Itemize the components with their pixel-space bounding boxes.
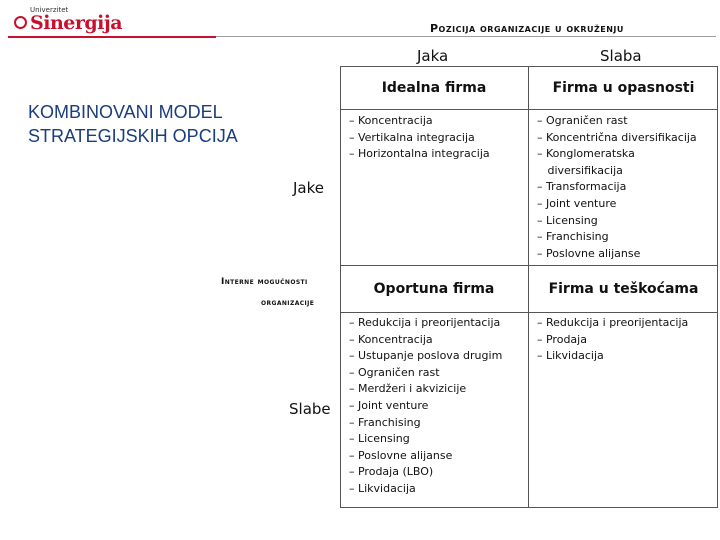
strategy-list-trouble	[537, 315, 688, 365]
top-title-divider	[340, 109, 718, 110]
strategy-item: – Licensing	[537, 213, 598, 227]
row-label-strong: Jake	[293, 179, 324, 197]
strategy-item: – Ograničen rast	[537, 114, 628, 127]
university-logo	[8, 6, 123, 34]
strategy-item: – Likvidacija	[349, 481, 416, 495]
strategy-item: – Konglomeratska	[537, 147, 635, 161]
cell-title-opportune: Oportuna firma	[373, 281, 495, 297]
internal-heading-line1: Interne mogućnosti	[221, 277, 308, 287]
strategy-item: – Poslovne alijanse	[537, 246, 641, 260]
strategy-item: – Poslovne alijanse	[349, 448, 453, 462]
row-label-weak: Slabe	[289, 400, 331, 418]
strategy-item: – Joint venture	[349, 398, 429, 412]
matrix-middle-divider	[340, 265, 718, 266]
strategy-item: – Ustupanje poslova drugim	[349, 349, 503, 363]
strategy-item: – Ograničen rast	[349, 365, 440, 379]
strategy-item: – Redukcija i preorijentacija	[349, 316, 501, 329]
strategy-list-opportune	[349, 315, 502, 498]
logo-name: Sinergija	[30, 12, 123, 34]
strategy-item: – Koncentracija	[349, 332, 433, 346]
strategy-item: – Horizontalna integracija	[349, 147, 490, 161]
strategy-item: – Koncentrična diversifikacija	[537, 130, 697, 144]
strategy-item: – Transformacija	[537, 180, 627, 194]
header-red-rule	[8, 36, 216, 38]
column-label-strong: Jaka	[417, 47, 449, 65]
strategy-item: – Franchising	[349, 415, 421, 429]
strategy-item: – Likvidacija	[537, 349, 604, 363]
internal-heading-line2: organizacije	[261, 298, 315, 308]
strategy-item: – Prodaja (LBO)	[349, 465, 434, 479]
column-label-weak: Slaba	[600, 47, 642, 65]
strategy-item: – Prodaja	[537, 332, 587, 346]
internal-capabilities-heading	[221, 272, 336, 314]
strategy-list-danger	[537, 113, 697, 262]
strategy-item: – Franchising	[537, 230, 609, 244]
strategy-item: – Joint venture	[537, 196, 617, 210]
logo-emblem-icon	[14, 16, 27, 29]
cell-title-danger: Firma u opasnosti	[552, 80, 695, 96]
strategy-item: – Vertikalna integracija	[349, 130, 475, 144]
strategy-item: diversifikacija	[537, 163, 623, 177]
strategy-item: – Koncentracija	[349, 114, 433, 127]
logo-subtitle: Univerzitet	[30, 6, 69, 14]
environment-heading: Pozicija organizacije u okruženju	[430, 22, 624, 35]
strategy-item: – Licensing	[349, 432, 410, 446]
bottom-title-divider	[340, 312, 718, 313]
strategy-item: – Redukcija i preorijentacija	[537, 316, 689, 329]
strategy-list-ideal	[349, 113, 490, 163]
strategy-item: – Merdžeri i akvizicije	[349, 382, 467, 396]
cell-title-ideal: Idealna firma	[381, 80, 487, 96]
cell-title-trouble: Firma u teškoćama	[548, 281, 699, 297]
header-grey-rule	[216, 36, 716, 37]
slide-title: KOMBINOVANI MODEL STRATEGIJSKIH OPCIJA	[28, 102, 238, 146]
